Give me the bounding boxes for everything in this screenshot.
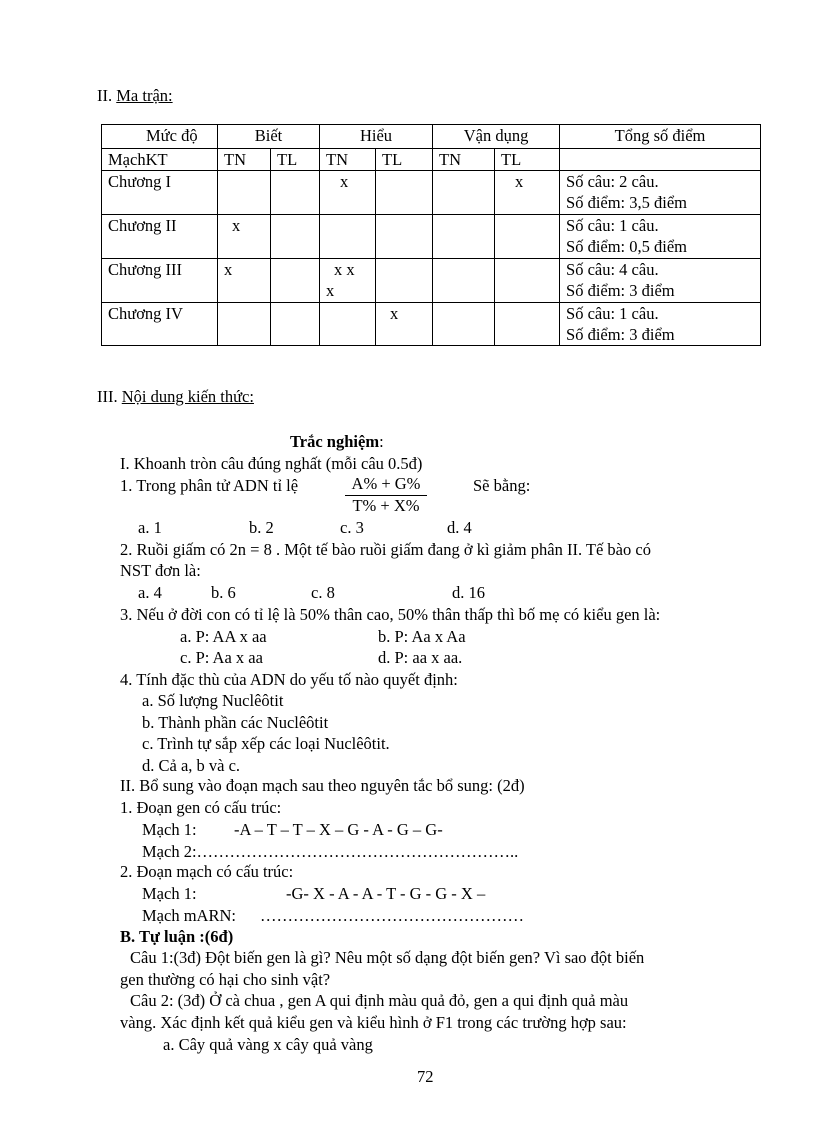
essay-question-2-line-2: vàng. Xác định kết quả kiểu gen và kiểu hình ở F1 trong các trường hợp sau: (120, 1013, 627, 1032)
matrix-header-cell: TN (433, 149, 495, 171)
matrix-cell (433, 171, 495, 215)
section-2-heading (97, 86, 173, 106)
matrix-header-understand: Hiểu (320, 125, 433, 149)
question-1-option-d[interactable]: d. 4 (447, 518, 472, 537)
matrix-row-chuong-2 (102, 215, 761, 259)
matrix-cell (376, 171, 433, 215)
matrix-cell: x (376, 303, 433, 346)
question-2-text-line-2: NST đơn là: (120, 561, 201, 580)
matrix-header-cell: TL (376, 149, 433, 171)
matrix-header-cell: TL (495, 149, 560, 171)
fraction-numerator: A% + G% (345, 474, 427, 496)
section-3-title: Nội dung kiến thức: (121, 387, 254, 406)
matrix-row-chuong-4 (102, 303, 761, 346)
question-4-option-c[interactable]: c. Trình tự sắp xếp các loại Nuclêôtit. (142, 734, 390, 753)
matrix-cell (271, 259, 320, 303)
part-2-question-1-strand-2-blank[interactable]: Mạch 2:………………………………………………….. (142, 842, 519, 861)
question-1-option-c[interactable]: c. 3 (340, 518, 364, 537)
matrix-row-name: Chương I (102, 171, 218, 215)
section-3-heading (97, 387, 254, 407)
question-3-option-a[interactable]: a. P: AA x aa (180, 627, 267, 646)
matrix-cell: x (320, 171, 376, 215)
matrix-cell (433, 259, 495, 303)
essay-question-2-case-a: a. Cây quả vàng x cây quả vàng (163, 1035, 373, 1054)
matrix-cell (495, 303, 560, 346)
question-3-option-d[interactable]: d. P: aa x aa. (378, 648, 463, 667)
matrix-cell (218, 171, 271, 215)
question-1-option-a[interactable]: a. 1 (138, 518, 162, 537)
matrix-header-know: Biết (218, 125, 320, 149)
matrix-row-chuong-3 (102, 259, 761, 303)
matrix-header-level: Mức độ (102, 125, 218, 149)
question-2-option-b[interactable]: b. 6 (211, 583, 236, 602)
question-4-text: 4. Tính đặc thù của ADN do yếu tố nào quyết định: (120, 670, 458, 689)
matrix-header-cell: TL (271, 149, 320, 171)
matrix-total-count: Số câu: 4 câu. (566, 260, 659, 279)
matrix-cell (320, 303, 376, 346)
quiz-part-2-instruction: II. Bổ sung vào đoạn mạch sau theo nguyên tắc bổ sung: (2đ) (120, 776, 525, 795)
question-4-option-b[interactable]: b. Thành phần các Nuclêôtit (142, 713, 329, 732)
part-2-question-2-marn-label: Mạch mARN: (142, 906, 236, 925)
matrix-total-points: Số điểm: 3,5 điểm (566, 193, 688, 212)
question-3-option-c[interactable]: c. P: Aa x aa (180, 648, 263, 667)
matrix-cell (495, 215, 560, 259)
part-2-question-1-strand-1-label: Mạch 1: (142, 820, 197, 839)
matrix-header-row-1 (102, 125, 761, 149)
question-1-text: 1. Trong phân tử ADN tỉ lệ (120, 476, 299, 495)
matrix-cell (271, 215, 320, 259)
matrix-cell: x (218, 215, 271, 259)
matrix-header-cell (560, 149, 761, 171)
part-2-question-1-text: 1. Đoạn gen có cấu trúc: (120, 798, 282, 817)
essay-heading: B. Tự luận :(6đ) (120, 927, 234, 946)
essay-question-1-line-1: Câu 1:(3đ) Đột biến gen là gì? Nêu một số dạng đột biến gen? Vì sao đột biến (130, 948, 645, 967)
question-1-option-b[interactable]: b. 2 (249, 518, 274, 537)
matrix-total-points: Số điểm: 3 điểm (566, 325, 675, 344)
question-4-option-d[interactable]: d. Cả a, b và c. (142, 756, 241, 775)
part-2-question-2-strand-1-label: Mạch 1: (142, 884, 197, 903)
matrix-cell (271, 171, 320, 215)
matrix-cell (320, 215, 376, 259)
quiz-heading-text: Trắc nghiệm (290, 432, 380, 451)
quiz-part-1-instruction: I. Khoanh tròn câu đúng nghất (mỗi câu 0.5đ) (120, 454, 423, 473)
matrix-total-cell (560, 303, 761, 346)
matrix-total-points: Số điểm: 0,5 điểm (566, 237, 688, 256)
matrix-header-cell: TN (218, 149, 271, 171)
essay-question-1-line-2: gen thường có hại cho sinh vật? (120, 970, 331, 989)
matrix-total-count: Số câu: 1 câu. (566, 216, 659, 235)
matrix-row-chuong-1 (102, 171, 761, 215)
matrix-cell-marks: x x (334, 260, 355, 279)
matrix-cell (376, 215, 433, 259)
fraction-denominator: T% + X% (352, 496, 420, 515)
quiz-heading-colon: : (379, 432, 384, 451)
matrix-row-name: Chương II (102, 215, 218, 259)
question-2-text-line-1: 2. Ruồi giấm có 2n = 8 . Một tế bào ruồi giấm đang ở kì giảm phân II. Tế bào có (120, 540, 651, 559)
question-2-option-a[interactable]: a. 4 (138, 583, 162, 602)
matrix-row-name: Chương IV (102, 303, 218, 346)
part-2-question-2-marn-blank[interactable]: ………………………………………… (260, 906, 524, 925)
question-3-option-b[interactable]: b. P: Aa x Aa (378, 627, 466, 646)
question-3-text: 3. Nếu ở đời con có tỉ lệ là 50% thân cao, 50% thân thấp thì bố mẹ có kiểu gen là: (120, 605, 661, 624)
question-2-option-d[interactable]: d. 16 (452, 583, 485, 602)
part-2-question-2-text: 2. Đoạn mạch có cấu trúc: (120, 862, 294, 881)
quiz-heading (290, 432, 384, 452)
question-2-option-c[interactable]: c. 8 (311, 583, 335, 602)
section-2-prefix: II. (97, 86, 117, 105)
part-2-question-2-strand-1-sequence: -G- X - A - A - T - G - G - X – (286, 884, 486, 903)
matrix-header-row-2 (102, 149, 761, 171)
essay-question-2-line-1: Câu 2: (3đ) Ở cà chua , gen A qui định màu quả đỏ, gen a qui định quả màu (130, 991, 629, 1010)
matrix-header-apply: Vận dụng (433, 125, 560, 149)
matrix-total-count: Số câu: 1 câu. (566, 304, 659, 323)
matrix-total-points: Số điểm: 3 điểm (566, 281, 675, 300)
matrix-cell (495, 259, 560, 303)
matrix-header-total: Tổng số điểm (560, 125, 761, 149)
matrix-cell (433, 215, 495, 259)
matrix-cell (320, 259, 376, 303)
question-4-option-a[interactable]: a. Số lượng Nuclêôtit (142, 691, 284, 710)
matrix-cell (433, 303, 495, 346)
matrix-cell (218, 303, 271, 346)
matrix-row-name: Chương III (102, 259, 218, 303)
matrix-total-count: Số câu: 2 câu. (566, 172, 659, 191)
section-3-prefix: III. (97, 387, 122, 406)
matrix-total-cell (560, 215, 761, 259)
matrix-total-cell (560, 171, 761, 215)
knowledge-matrix-table (101, 124, 761, 346)
matrix-cell-mark-extra: x (326, 281, 335, 300)
matrix-header-cell: TN (320, 149, 376, 171)
section-2-title: Ma trận: (116, 86, 173, 105)
matrix-cell: x (218, 259, 271, 303)
matrix-header-topic: MạchKT (102, 149, 218, 171)
matrix-total-cell (560, 259, 761, 303)
page-number: 72 (417, 1067, 434, 1086)
matrix-cell: x (495, 171, 560, 215)
matrix-cell (271, 303, 320, 346)
part-2-question-1-strand-1-sequence: -A – T – T – X – G - A - G – G- (234, 820, 443, 839)
question-1-suffix: Sẽ bằng: (473, 476, 531, 495)
matrix-cell (376, 259, 433, 303)
question-1-fraction (345, 474, 427, 516)
